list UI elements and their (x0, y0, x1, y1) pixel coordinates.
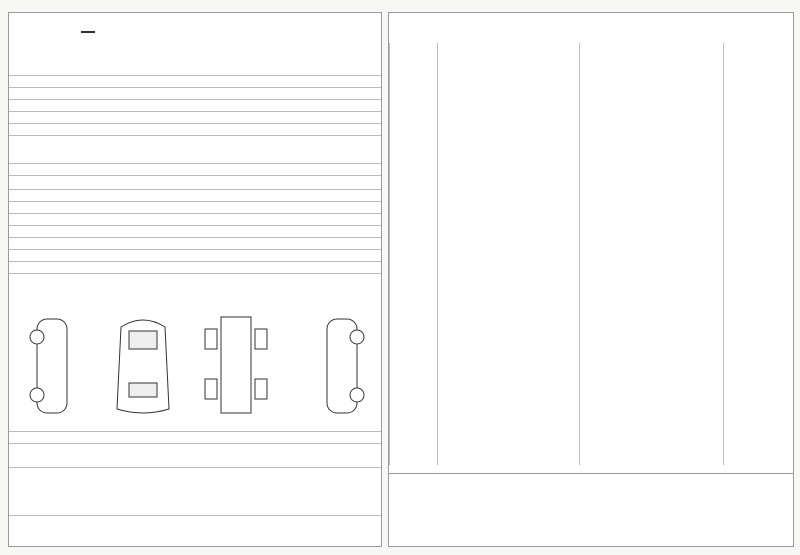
car-side-right (311, 313, 375, 418)
car-top-front (111, 313, 175, 418)
car-frame (191, 313, 281, 418)
vehicle-diagram (15, 313, 375, 425)
left-page (8, 12, 382, 547)
right-page (388, 12, 794, 547)
repair-row (9, 467, 381, 480)
doc-subtitle (81, 31, 95, 33)
repair-row (9, 443, 381, 456)
info-row (9, 135, 381, 148)
status-row (9, 175, 381, 188)
status-row (9, 273, 381, 286)
other-grid (389, 473, 793, 474)
repair-row (9, 515, 381, 528)
car-side-left (21, 313, 85, 418)
